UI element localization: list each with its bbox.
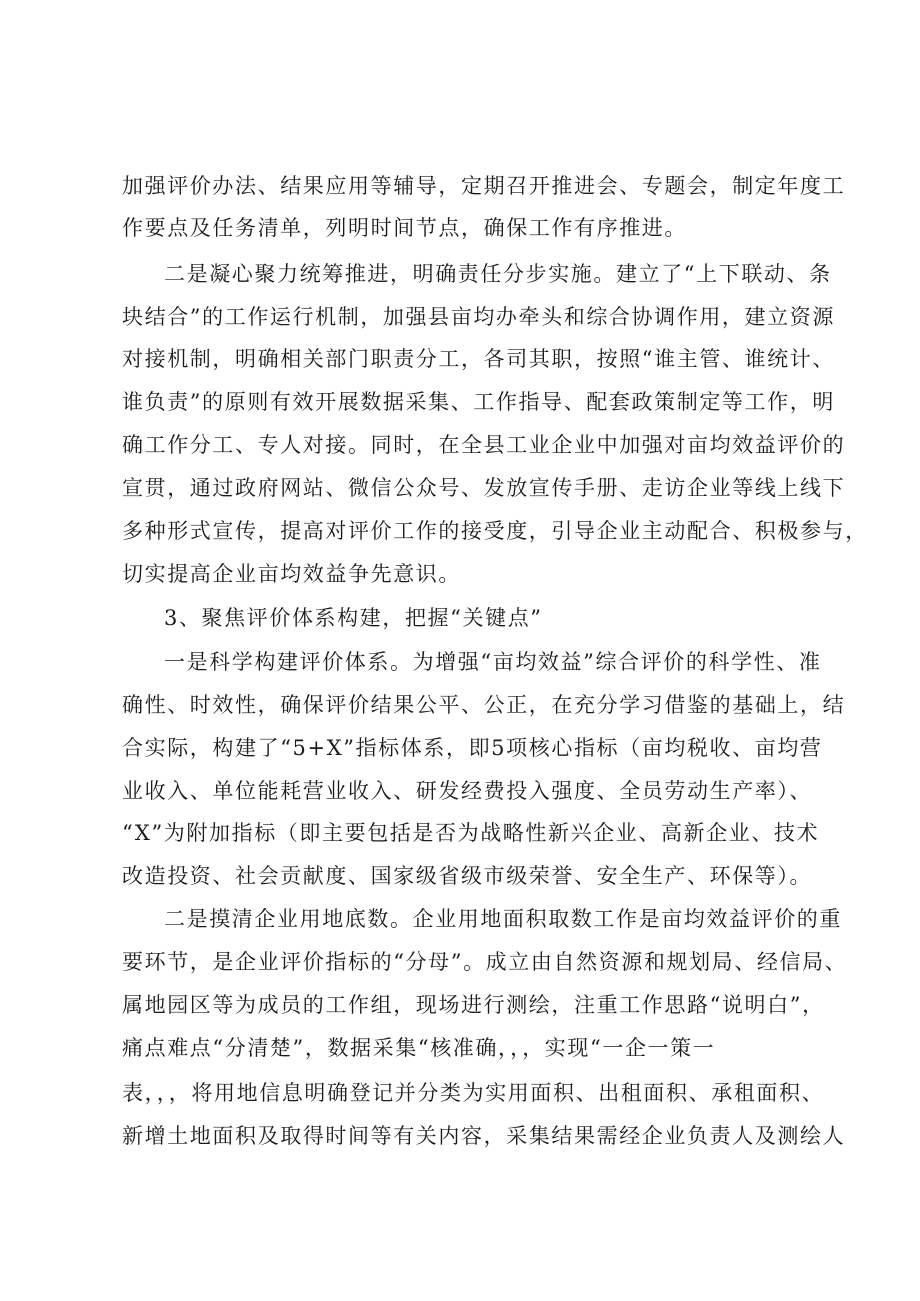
text-line: 确工作分工、专人对接。同时，在全县工业企业中加强对亩均效益评价的 — [122, 433, 846, 457]
text-line: 谁负责”的原则有效开展数据采集、工作指导、配套政策制定等工作，明 — [122, 390, 835, 414]
text-line: 作要点及任务清单，列明时间节点，确保工作有序推进。 — [122, 216, 687, 240]
text-line: 痛点难点“分清楚”，数据采集“核准确，，，实现“一企一策一 — [122, 1036, 716, 1060]
paragraph-start-line: 二是摸清企业用地底数。企业用地面积取数工作是亩均效益评价的重 — [164, 907, 842, 931]
text-line: 切实提高企业亩均效益争先意识。 — [122, 562, 461, 586]
text-line: 加强评价办法、结果应用等辅导，定期召开推进会、专题会，制定年度工 — [122, 174, 846, 198]
text-line: 多种形式宣传，提高对评价工作的接受度，引导企业主动配合、积极参与， — [122, 519, 868, 543]
text-line: 要环节，是企业评价指标的“分母”。成立由自然资源和规划局、经信局、 — [122, 950, 848, 974]
section-heading: 3、聚焦评价体系构建，把握“关键点” — [164, 606, 543, 630]
text-line: 合实际，构建了“5+X”指标体系，即5项核心指标（亩均税收、亩均营 — [122, 736, 823, 760]
text-line: 属地园区等为成员的工作组，现场进行测绘，注重工作思路“说明白”， — [122, 993, 825, 1017]
paragraph-start-line: 二是凝心聚力统筹推进，明确责任分步实施。建立了“上下联动、条 — [164, 262, 832, 286]
text-line: 块结合”的工作运行机制，加强县亩均办牵头和综合协调作用，建立资源 — [122, 305, 835, 329]
text-line: 确性、时效性，确保评价结果公平、公正，在充分学习借鉴的基础上，结 — [122, 693, 846, 717]
text-line: 业收入、单位能耗营业收入、研发经费投入强度、全员劳动生产率）、 — [122, 779, 813, 803]
text-line: 改造投资、社会贡献度、国家级省级市级荣誉、安全生产、环保等）。 — [122, 864, 813, 888]
paragraph-start-line: 一是科学构建评价体系。为增强“亩均效益”综合评价的科学性、准 — [164, 650, 822, 674]
text-line: “X”为附加指标（即主要包括是否为战略性新兴企业、高新企业、技术 — [122, 821, 820, 845]
text-line: 表，，，将用地信息明确登记并分类为实用面积、出租面积、承租面积、 — [122, 1081, 825, 1105]
text-line: 新增土地面积及取得时间等有关内容，采集结果需经企业负责人及测绘人 — [122, 1124, 846, 1148]
text-line: 对接机制，明确相关部门职责分工，各司其职，按照“谁主管、谁统计、 — [122, 347, 835, 371]
text-line: 宣贯，通过政府网站、微信公众号、发放宣传手册、走访企业等线上线下 — [122, 476, 846, 500]
